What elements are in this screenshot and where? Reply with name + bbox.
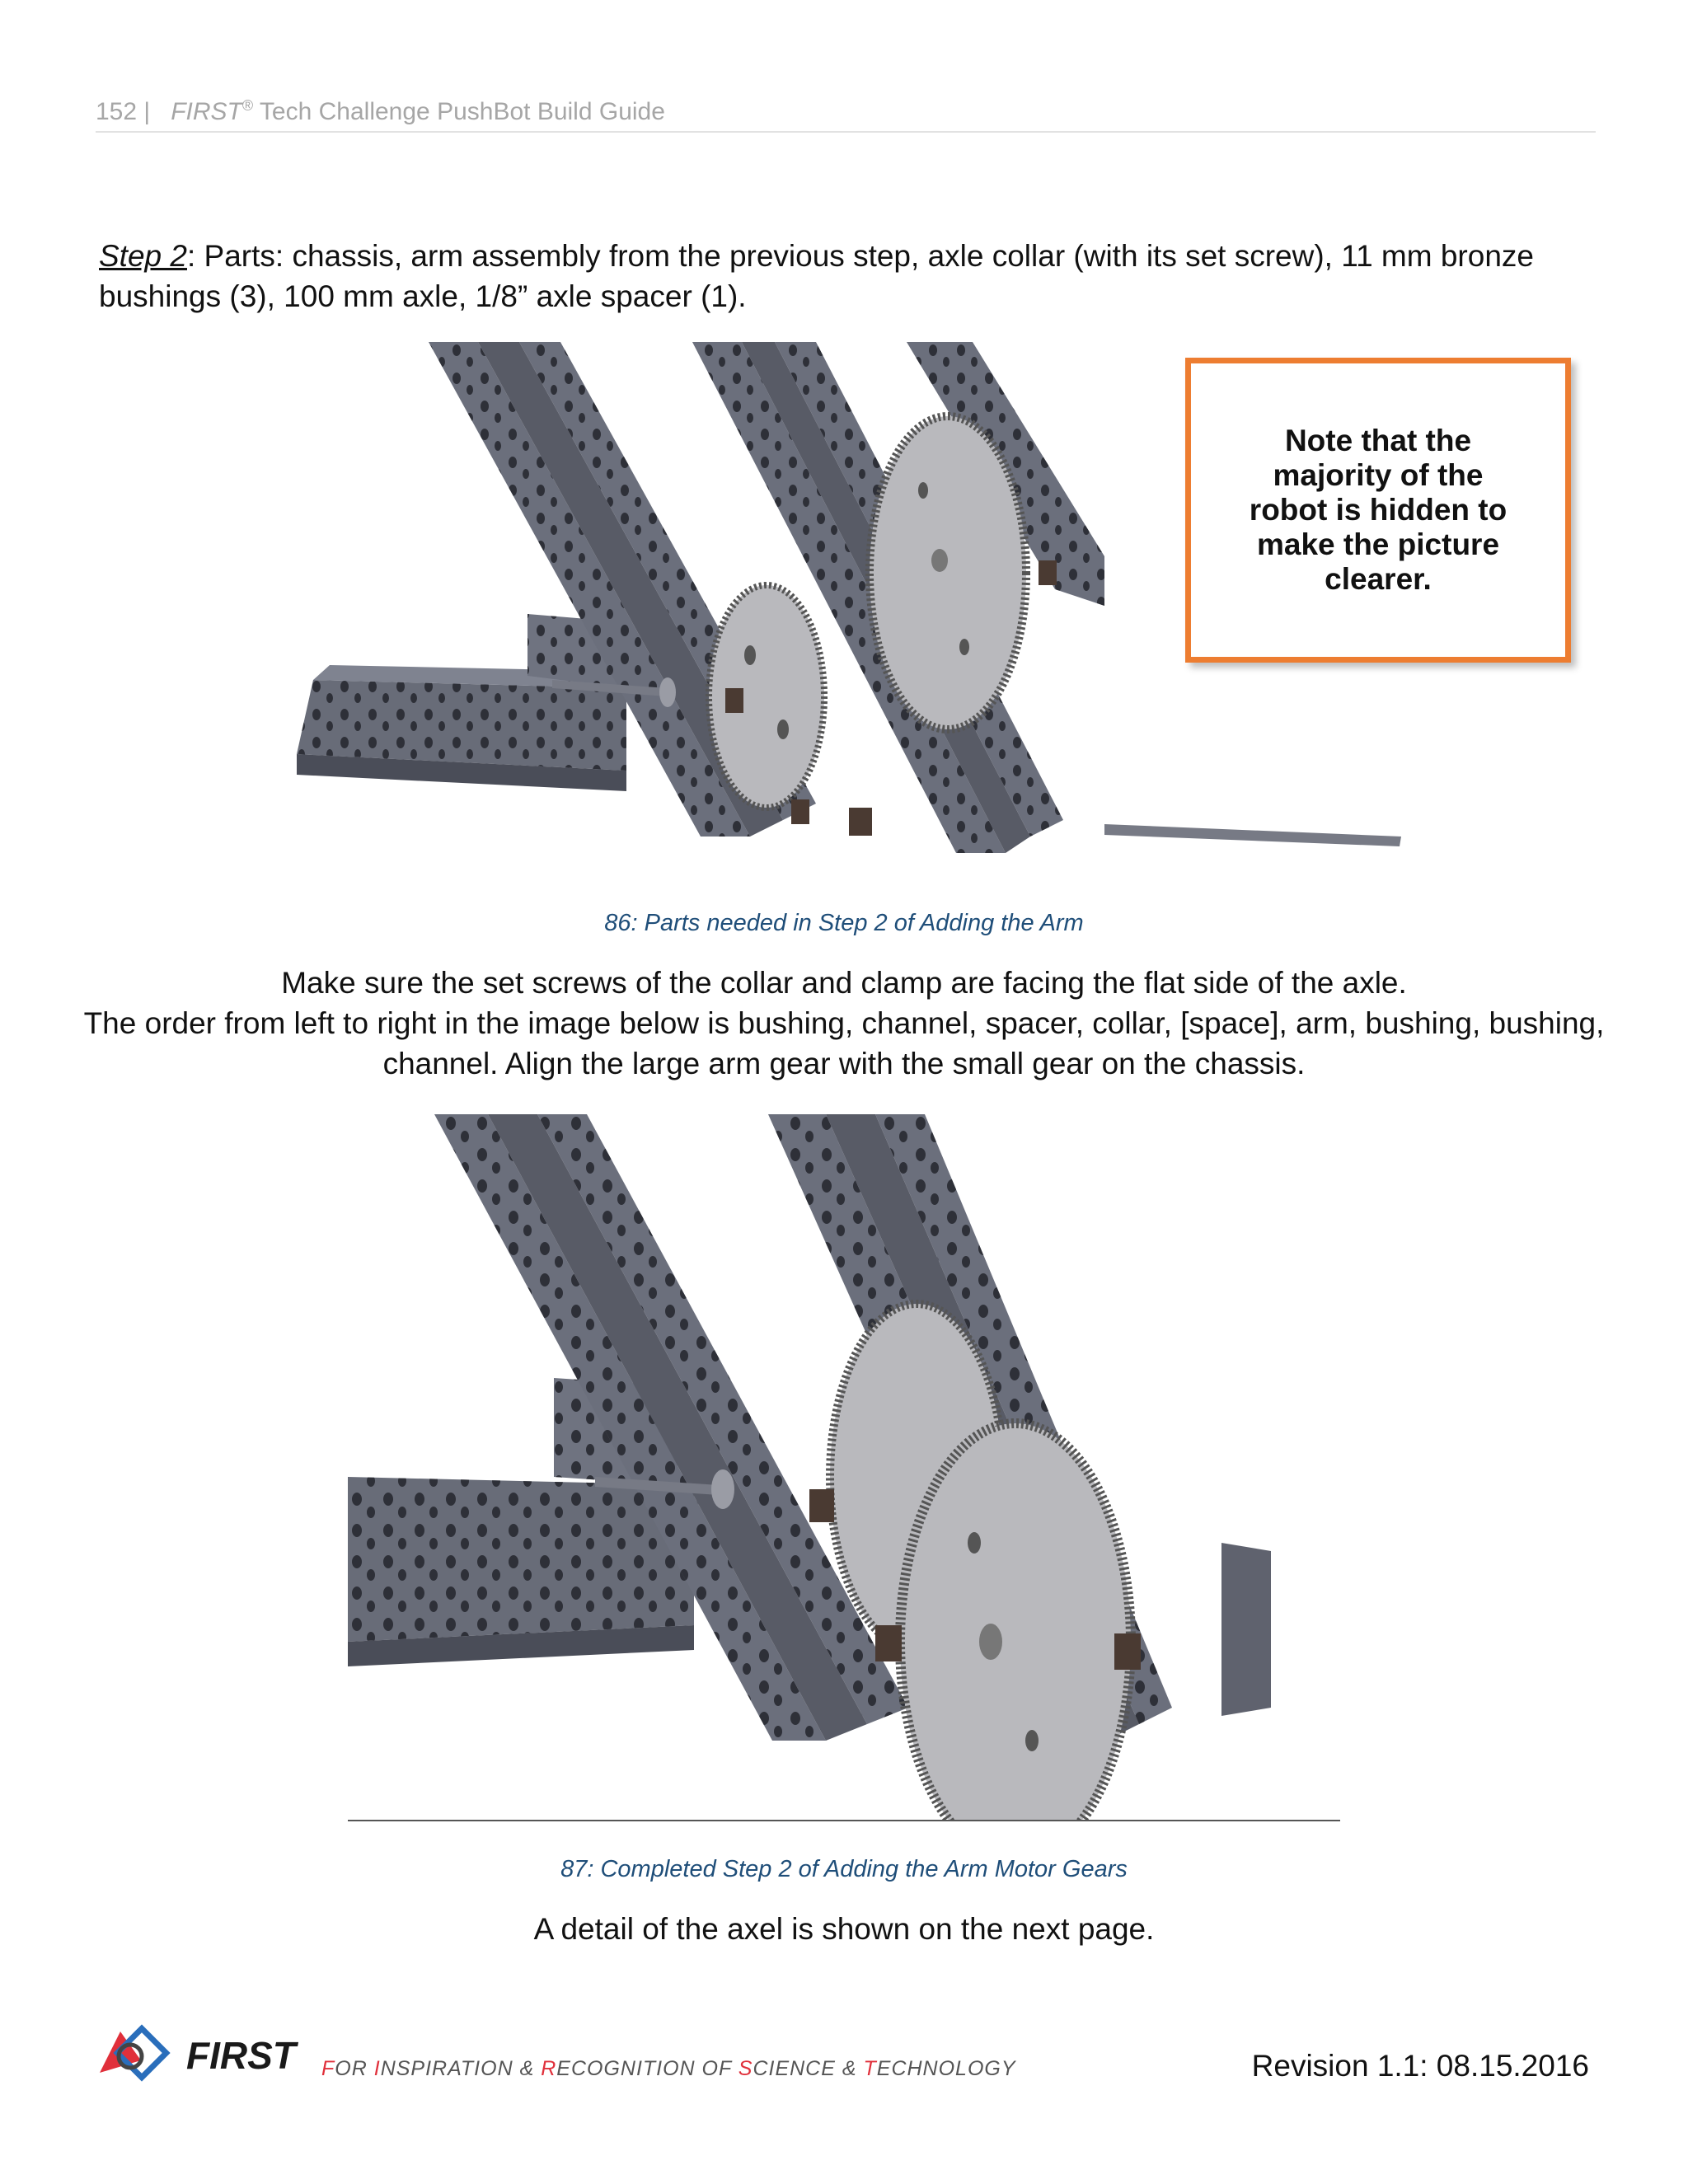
first-logo xyxy=(96,2023,310,2089)
page-header xyxy=(96,97,665,126)
tagline-rest: ECOGNITION OF xyxy=(556,2057,738,2080)
tagline-cap: T xyxy=(863,2057,877,2080)
tagline-rest: NSPIRATION & xyxy=(380,2057,542,2080)
page-number: 152 | xyxy=(96,98,151,125)
tagline-cap: I xyxy=(373,2057,381,2080)
logo-wordmark: FIRST xyxy=(186,2034,296,2077)
large-gear xyxy=(870,416,1026,729)
instruction-line-2: The order from left to right in the image below is bushing, channel, spacer, collar, [space], arm, bushing, bushing, channel. Align the large arm gear with the small gear on the chassis. xyxy=(83,1006,1605,1080)
step-label: Step 2 xyxy=(99,239,187,273)
header-divider xyxy=(96,131,1596,133)
tagline-cap: R xyxy=(541,2057,557,2080)
detail-note: A detail of the axel is shown on the next page. xyxy=(533,1912,1155,1946)
tagline xyxy=(321,2057,1016,2081)
figure-87-caption: 87: Completed Step 2 of Adding the Arm Motor Gears xyxy=(560,1856,1128,1882)
figure-87-illustration xyxy=(348,1114,1340,1820)
end-block xyxy=(1221,1543,1271,1716)
tagline-rest: ECHNOLOGY xyxy=(876,2057,1016,2080)
step-parts-text: : Parts: chassis, arm assembly from the previous step, axle collar (with its set screw), 11 mm bronze bushings (3), 100 mm axle, 1/8” axle spacer (1). xyxy=(99,239,1534,313)
figure-86-caption: 86: Parts needed in Step 2 of Adding the Arm xyxy=(604,910,1084,936)
revision-label: Revision 1.1: 08.15.2016 xyxy=(1251,2049,1589,2083)
instruction-line-1: Make sure the set screws of the collar and clamp are facing the flat side of the axle. xyxy=(281,966,1407,1000)
step-paragraph xyxy=(99,236,1582,316)
instructions-paragraph xyxy=(82,963,1606,1084)
tagline-rest: OR xyxy=(335,2057,374,2080)
registered-mark: ® xyxy=(241,97,254,114)
brand-name: FIRST xyxy=(171,98,242,125)
tagline-rest: CIENCE & xyxy=(753,2057,864,2080)
tagline-cap: F xyxy=(321,2057,335,2080)
header-title: Tech Challenge PushBot Build Guide xyxy=(253,98,665,125)
note-callout: Note that the majority of the robot is hidden to make the picture clearer. xyxy=(1185,358,1571,663)
axle-100mm xyxy=(1104,824,1401,846)
figure-87-baseline xyxy=(348,1820,1340,1821)
tagline-cap: S xyxy=(738,2057,753,2080)
